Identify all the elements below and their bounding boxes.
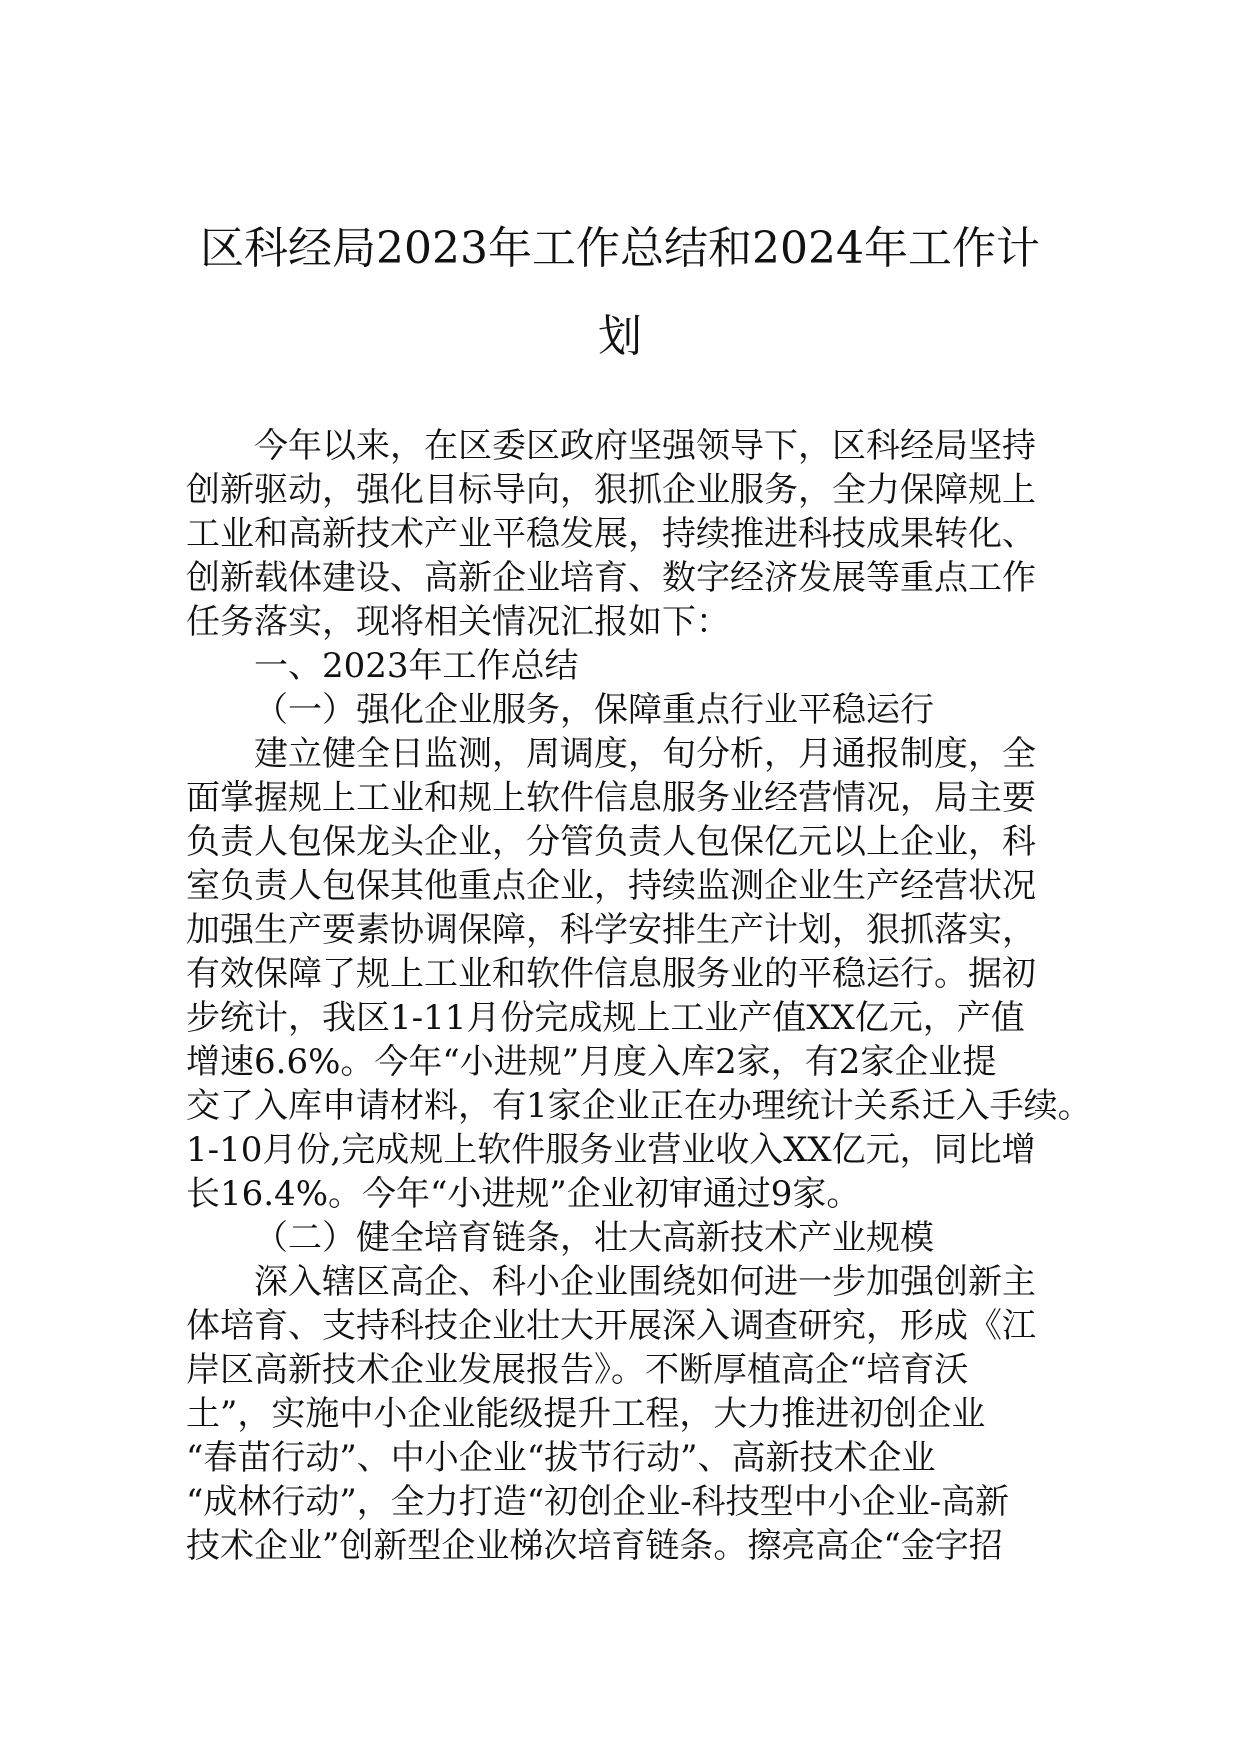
- body-line: “成林行动”，全力打造“初创企业-科技型中小企业-高新: [186, 1482, 1010, 1522]
- body-line: 1-10月份,完成规上软件服务业营业收入XX亿元，同比增: [186, 1130, 1036, 1170]
- body-line: 工业和高新技术产业平稳发展，持续推进科技成果转化、: [186, 514, 1036, 554]
- document-body: [186, 424, 1092, 1568]
- body-line: （二）健全培育链条，壮大高新技术产业规模: [254, 1218, 934, 1258]
- body-line: 室负责人包保其他重点企业，持续监测企业生产经营状况: [186, 866, 1036, 906]
- body-line: 步统计，我区1-11月份完成规上工业产值XX亿元，产值: [186, 998, 1025, 1038]
- body-line: 有效保障了规上工业和软件信息服务业的平稳运行。据初: [186, 954, 1036, 994]
- body-line: （一）强化企业服务，保障重点行业平稳运行: [254, 690, 934, 730]
- body-line: 交了入库申请材料，有1家企业正在办理统计关系迁入手续。: [186, 1086, 1092, 1126]
- body-line: 长16.4%。今年“小进规”企业初审通过9家。: [186, 1174, 861, 1214]
- body-line: 创新驱动，强化目标导向，狠抓企业服务，全力保障规上: [186, 470, 1036, 510]
- body-line: 任务落实，现将相关情况汇报如下：: [186, 602, 730, 642]
- body-line: 今年以来，在区委区政府坚强领导下，区科经局坚持: [254, 426, 1036, 466]
- body-line: 体培育、支持科技企业壮大开展深入调查研究，形成《江: [186, 1306, 1036, 1346]
- document-title-line-1: 区科经局2023年工作总结和2024年工作计: [200, 223, 1040, 274]
- body-line: 加强生产要素协调保障，科学安排生产计划，狠抓落实，: [186, 910, 1036, 950]
- body-line: 土”，实施中小企业能级提升工程，大力推进初创企业: [186, 1394, 986, 1434]
- body-line: 增速6.6%。今年“小进规”月度入库2家，有2家企业提: [186, 1042, 997, 1082]
- body-line: 深入辖区高企、科小企业围绕如何进一步加强创新主: [254, 1262, 1036, 1302]
- body-line: “春苗行动”、中小企业“拔节行动”、高新技术企业: [186, 1438, 936, 1478]
- document-title-line-2: 划: [598, 311, 642, 362]
- body-line: 创新载体建设、高新企业培育、数字经济发展等重点工作: [186, 558, 1036, 598]
- body-line: 建立健全日监测，周调度，旬分析，月通报制度，全: [254, 734, 1036, 774]
- body-line: 岸区高新技术企业发展报告》。不断厚植高企“培育沃: [186, 1350, 969, 1390]
- body-line: 面掌握规上工业和规上软件信息服务业经营情况，局主要: [186, 778, 1036, 818]
- body-line: 负责人包保龙头企业，分管负责人包保亿元以上企业，科: [186, 822, 1036, 862]
- body-line: 一、2023年工作总结: [254, 646, 579, 686]
- body-line: 技术企业”创新型企业梯次培育链条。擦亮高企“金字招: [186, 1526, 1003, 1566]
